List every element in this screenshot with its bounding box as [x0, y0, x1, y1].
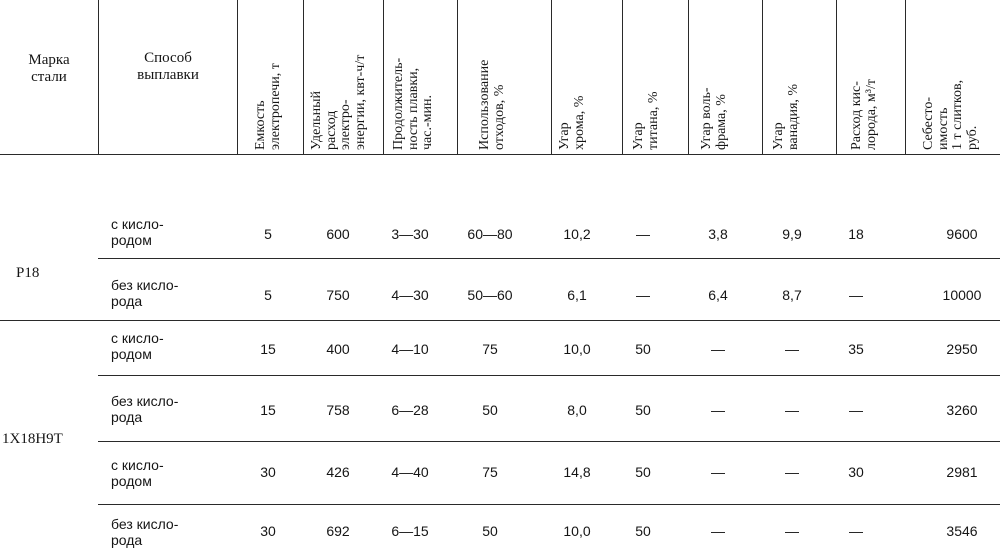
cell-duration: 4—10	[391, 341, 429, 357]
cell-vanadium-loss: 9,9	[782, 226, 802, 242]
cell-oxygen: —	[849, 287, 863, 303]
cell-cost: 9600	[946, 226, 978, 242]
cell-capacity: 30	[260, 464, 276, 480]
method-label: с кисло- родом	[111, 330, 164, 362]
cell-waste: 75	[482, 341, 498, 357]
cell-waste: 50	[482, 523, 498, 539]
cell-energy: 426	[326, 464, 350, 480]
group-divider	[0, 320, 1000, 321]
header-oxygen-consumption: Расход кис- лорода, м³/т	[849, 79, 879, 150]
row-divider	[98, 375, 1000, 376]
cell-capacity: 5	[264, 226, 272, 242]
cell-oxygen: —	[849, 402, 863, 418]
cell-waste: 50—60	[467, 287, 513, 303]
cell-tungsten-loss: 6,4	[708, 287, 728, 303]
method-label: без кисло- рода	[111, 277, 179, 309]
method-label: без кисло- рода	[111, 393, 179, 425]
cell-duration: 6—28	[391, 402, 429, 418]
cell-duration: 4—30	[391, 287, 429, 303]
grade-label-1x18h9t: 1Х18Н9Т	[2, 431, 63, 447]
col-rule	[237, 0, 238, 154]
cell-vanadium-loss: —	[785, 402, 799, 418]
cell-chromium-loss: 8,0	[567, 402, 587, 418]
cell-vanadium-loss: —	[785, 341, 799, 357]
cell-titanium-loss: —	[636, 226, 650, 242]
cell-cost: 3260	[946, 402, 978, 418]
header-bottom-rule	[0, 154, 1000, 155]
header-melt-duration: Продолжитель- ность плавки, час.-мин.	[391, 57, 435, 150]
row-divider	[98, 504, 1000, 505]
cell-energy: 400	[326, 341, 350, 357]
cell-energy: 692	[326, 523, 350, 539]
header-energy-consumption: Удельный расход электро- энергии, квт-ч/т	[309, 54, 368, 150]
row-divider	[98, 258, 1000, 259]
cell-energy: 758	[326, 402, 350, 418]
cell-chromium-loss: 10,0	[563, 523, 591, 539]
cell-tungsten-loss: 3,8	[708, 226, 728, 242]
method-label: с кисло- родом	[111, 457, 164, 489]
method-label: без кисло- рода	[111, 516, 179, 548]
row-divider	[98, 441, 1000, 442]
cell-energy: 600	[326, 226, 350, 242]
cell-oxygen: 35	[848, 341, 864, 357]
grade-label-p18: Р18	[16, 265, 40, 281]
cell-duration: 6—15	[391, 523, 429, 539]
cell-titanium-loss: 50	[635, 402, 651, 418]
cell-capacity: 15	[260, 341, 276, 357]
cell-oxygen: —	[849, 523, 863, 539]
cell-duration: 4—40	[391, 464, 429, 480]
header-grade: Марка стали	[28, 52, 70, 85]
cell-capacity: 5	[264, 287, 272, 303]
cell-energy: 750	[326, 287, 350, 303]
cell-tungsten-loss: —	[711, 341, 725, 357]
cell-duration: 3—30	[391, 226, 429, 242]
cell-cost: 3546	[946, 523, 978, 539]
header-vanadium-loss: Угар ванадия, %	[771, 83, 801, 150]
header-furnace-capacity: Емкость электропечи, т	[253, 63, 283, 150]
cell-chromium-loss: 10,2	[563, 226, 591, 242]
cell-titanium-loss: —	[636, 287, 650, 303]
cell-capacity: 15	[260, 402, 276, 418]
cell-chromium-loss: 14,8	[563, 464, 591, 480]
header-chromium-loss: Угар хрома, %	[557, 95, 587, 150]
cell-chromium-loss: 10,0	[563, 341, 591, 357]
cell-cost: 2981	[946, 464, 978, 480]
cell-capacity: 30	[260, 523, 276, 539]
cell-oxygen: 18	[848, 226, 864, 242]
header-titanium-loss: Угар титана, %	[631, 91, 661, 150]
cell-vanadium-loss: 8,7	[782, 287, 802, 303]
header-ingot-cost: Себесто- имость 1 т слитков, руб.	[921, 79, 980, 150]
cell-tungsten-loss: —	[711, 402, 725, 418]
cell-vanadium-loss: —	[785, 523, 799, 539]
cell-titanium-loss: 50	[635, 464, 651, 480]
cell-oxygen: 30	[848, 464, 864, 480]
header-tungsten-loss: Угар воль- фрама, %	[699, 87, 729, 150]
cell-waste: 60—80	[467, 226, 513, 242]
cell-chromium-loss: 6,1	[567, 287, 587, 303]
cell-waste: 50	[482, 402, 498, 418]
cell-tungsten-loss: —	[711, 464, 725, 480]
header-waste-usage: Использование отходов, %	[477, 59, 507, 150]
col-rule	[98, 0, 99, 154]
cell-cost: 2950	[946, 341, 978, 357]
cell-waste: 75	[482, 464, 498, 480]
header-method: Способ выплавки	[137, 50, 199, 83]
method-label: с кисло- родом	[111, 216, 164, 248]
cell-vanadium-loss: —	[785, 464, 799, 480]
cell-tungsten-loss: —	[711, 523, 725, 539]
cell-titanium-loss: 50	[635, 341, 651, 357]
cell-titanium-loss: 50	[635, 523, 651, 539]
cell-cost: 10000	[942, 287, 982, 303]
